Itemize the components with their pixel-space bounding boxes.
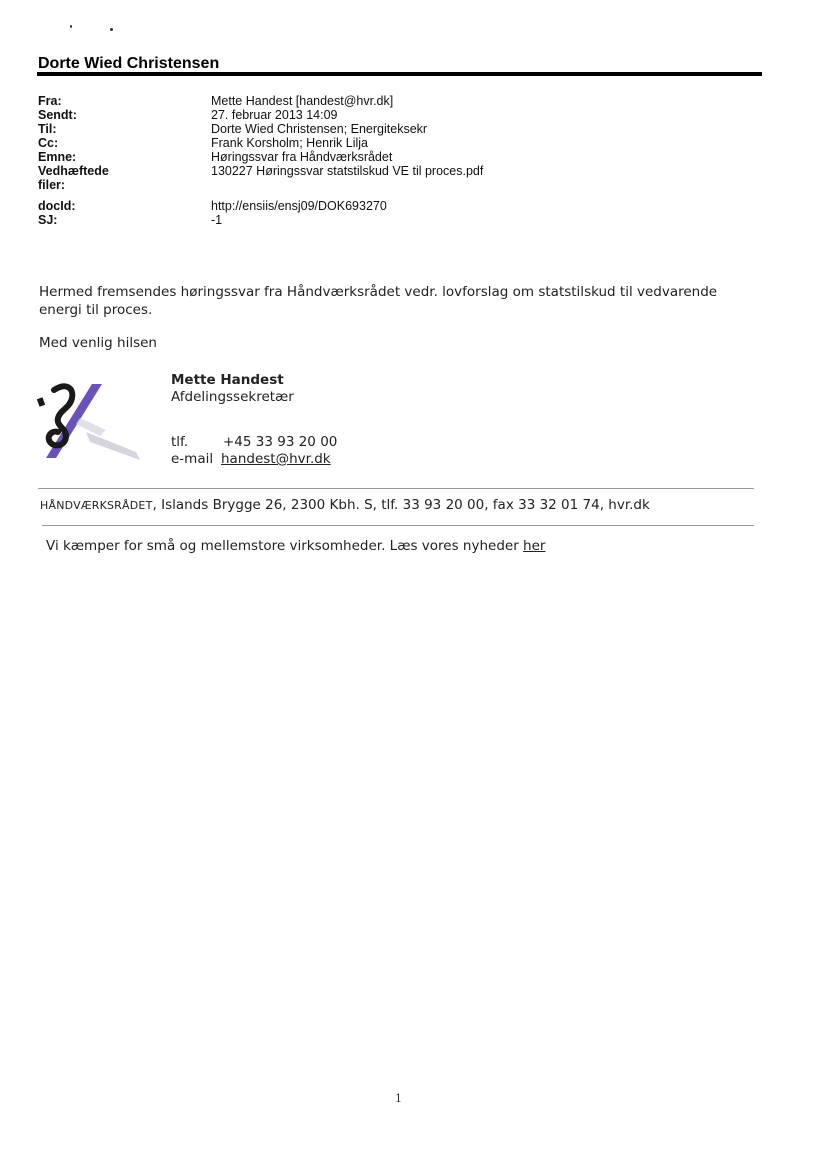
closing: Med venlig hilsen xyxy=(39,335,157,351)
header-value: Dorte Wied Christensen; Energiteksekr xyxy=(211,122,428,136)
printer-name: Dorte Wied Christensen xyxy=(38,55,220,72)
signature-email xyxy=(171,451,331,467)
signature-name: Mette Handest xyxy=(171,372,284,388)
header-value: Høringssvar fra Håndværksrådet xyxy=(211,150,393,164)
header-value: Mette Handest [handest@hvr.dk] xyxy=(211,94,394,108)
header-value: http://ensiis/ensj09/DOK693270 xyxy=(211,199,387,213)
header-value: 130227 Høringssvar statstilskud VE til proces.pdf xyxy=(211,164,484,178)
header-label: SJ: xyxy=(38,213,58,227)
body-line-2: energi til proces. xyxy=(39,302,153,318)
header-label: Til: xyxy=(38,122,57,136)
body-line-1: Hermed fremsendes høringssvar fra Håndværksrådet vedr. lovforslag om statstilskud til vedvarende xyxy=(39,284,718,300)
header-value: Frank Korsholm; Henrik Lilja xyxy=(211,136,368,150)
header-label: Cc: xyxy=(38,136,59,150)
footer-rule-bottom xyxy=(42,525,754,526)
signature-title: Afdelingssekretær xyxy=(171,389,294,405)
scan-specks xyxy=(60,18,140,38)
phone-label: tlf. xyxy=(171,434,189,450)
promo-link[interactable]: her xyxy=(523,538,546,554)
promo-line xyxy=(46,538,545,554)
header-rule xyxy=(37,72,762,76)
header-value: -1 xyxy=(211,213,223,227)
header-label: Fra: xyxy=(38,94,62,108)
promo-text: Vi kæmper for små og mellemstore virksomheder. Læs vores nyheder xyxy=(46,538,524,554)
page-number: 1 xyxy=(395,1092,402,1105)
header-value: 27. februar 2013 14:09 xyxy=(211,108,338,122)
footer-address xyxy=(40,497,650,513)
signature-phone xyxy=(171,434,338,450)
header-label: Vedhæftede filer: xyxy=(38,164,109,192)
footer-address-text: , Islands Brygge 26, 2300 Kbh. S, tlf. 33 93 20 00, fax 33 32 01 74, hvr.dk xyxy=(152,497,650,513)
header-label: Emne: xyxy=(38,150,77,164)
footer-rule-top xyxy=(38,488,754,489)
header-label: Sendt: xyxy=(38,108,77,122)
hvr-logo xyxy=(36,372,146,470)
footer-org: HÅNDVÆRKSRÅDET xyxy=(40,499,153,512)
phone-number: +45 33 93 20 00 xyxy=(223,434,338,450)
email-link[interactable]: handest@hvr.dk xyxy=(221,451,331,467)
email-label: e-mail xyxy=(171,451,214,467)
header-label: docId: xyxy=(38,199,76,213)
